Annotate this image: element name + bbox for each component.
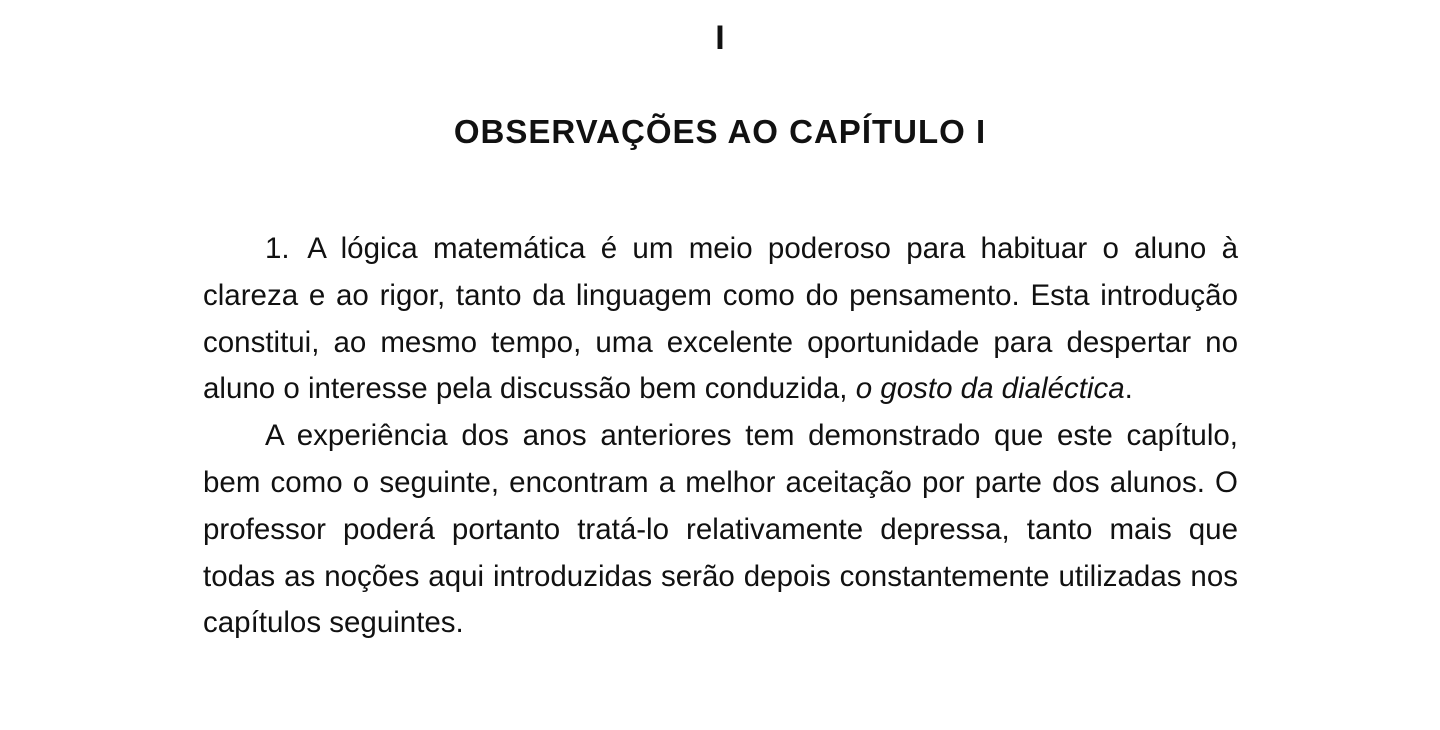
paragraph-1-emphasis: o gosto da dialéctica: [855, 372, 1125, 406]
chapter-number: I: [715, 19, 725, 57]
paragraph-1: [203, 226, 1238, 413]
paragraph-1-text: A lógica matemática é um meio poderoso para habituar o aluno à clareza e ao rigor, tanto da linguagem como do pensamento. Esta introdução constitui, ao mesmo tempo, uma excelente oportunidade para despertar no aluno o interesse pela discussão bem conduzida,: [203, 232, 1239, 406]
paragraph-1-end: .: [1124, 372, 1133, 406]
body-text: [203, 226, 1238, 647]
chapter-title: OBSERVAÇÕES AO CAPÍTULO I: [453, 113, 987, 150]
paragraph-2: A experiência dos anos anteriores tem demonstrado que este capítulo, bem como o seguinte, encontram a melhor aceitação por parte dos alunos. O professor poderá portanto tratá-lo relativamente depressa, tanto mais que todas as noções aqui introduzidas serão depois constantemente utilizadas nos capítulos seguintes.: [203, 419, 1238, 640]
paragraph-number: 1.: [265, 232, 290, 265]
